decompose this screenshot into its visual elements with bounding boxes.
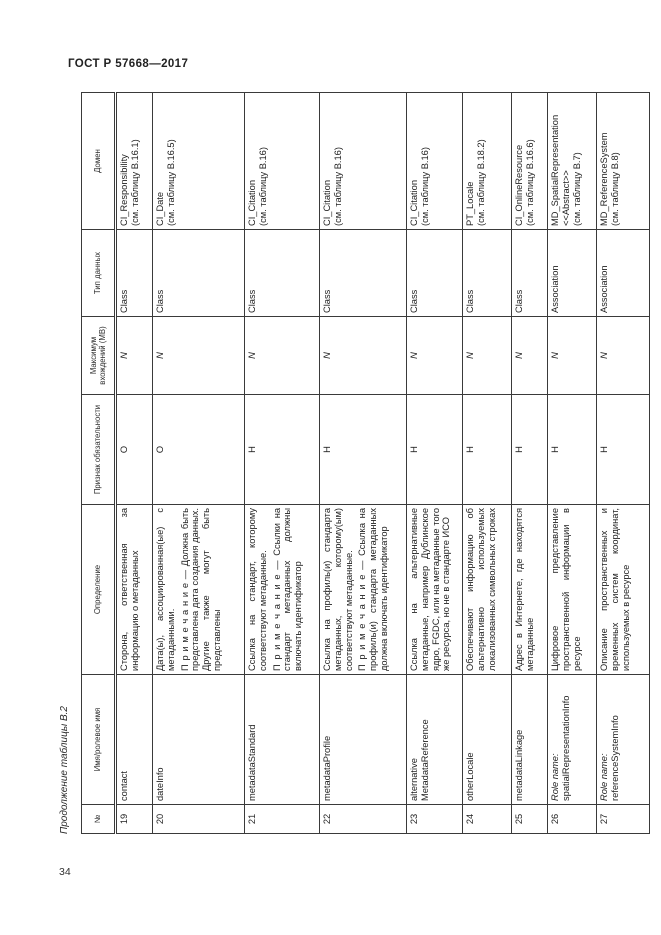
cell-obligation: Н: [245, 395, 320, 505]
cell-max-occurrence: N: [407, 317, 463, 395]
cell-obligation: О: [153, 395, 245, 505]
cell-max-occurrence: N: [512, 317, 548, 395]
table-row: [116, 93, 153, 834]
cell-domain: CI_Date (см. таблицу В.16.5): [153, 93, 245, 230]
cell-data-type: Class: [245, 230, 320, 317]
table-row: [153, 93, 245, 834]
cell-domain: MD_ReferenceSystem (см. таблицу В.8): [597, 93, 650, 230]
cell-data-type: Class: [116, 230, 153, 317]
cell-name: metadataProfile: [320, 675, 407, 805]
cell-domain: CI_OnlineResource (см. таблицу В.16.6): [512, 93, 548, 230]
cell-definition: Адрес в Интернете, где находятся метаданные: [512, 505, 548, 675]
cell-name: alternative MetadataReference: [407, 675, 463, 805]
cell-data-type: Class: [407, 230, 463, 317]
col-header-data-type: Тип данных: [82, 230, 116, 317]
cell-name: otherLocale: [463, 675, 512, 805]
cell-domain: CI_Citation (см. таблицу В.16): [245, 93, 320, 230]
cell-max-occurrence: N: [548, 317, 597, 395]
cell-name: Role name: spatialRepresentationInfo: [548, 675, 597, 805]
cell-obligation: Н: [407, 395, 463, 505]
cell-max-occurrence: N: [153, 317, 245, 395]
cell-row-number: 24: [463, 805, 512, 834]
cell-max-occurrence: N: [116, 317, 153, 395]
metadata-table: [81, 92, 650, 834]
page-number: 34: [59, 866, 71, 878]
cell-row-number: 21: [245, 805, 320, 834]
cell-data-type: Class: [463, 230, 512, 317]
cell-row-number: 27: [597, 805, 650, 834]
cell-definition: Сторона, ответственная за информацию о метаданных: [116, 505, 153, 675]
cell-data-type: Association: [597, 230, 650, 317]
cell-data-type: Class: [153, 230, 245, 317]
cell-max-occurrence: N: [597, 317, 650, 395]
cell-definition: Описание пространственных и временных систем координат, используемых в ресурсе: [597, 505, 650, 675]
cell-data-type: Class: [512, 230, 548, 317]
cell-name: metadataStandard: [245, 675, 320, 805]
cell-row-number: 20: [153, 805, 245, 834]
cell-definition: Ссылка на стандарт, которому соответствуют метаданные. П р и м е ч а н и е — Ссылки на стандарт метаданных должны включать идентификатор: [245, 505, 320, 675]
rotated-table-container: [59, 93, 650, 834]
cell-data-type: Association: [548, 230, 597, 317]
table-row: [512, 93, 548, 834]
cell-data-type: Class: [320, 230, 407, 317]
cell-definition: Ссылка на профиль(и) стандарта метаданных, которому(ым) соответствуют метаданные. П р и м е ч а н и е — Ссылка на профиль(и) стандарта метаданных должна включать идентификатор: [320, 505, 407, 675]
col-header-name: Имя/ролевое имя: [82, 675, 116, 805]
col-header-obligation: Признак обязательности: [82, 395, 116, 505]
cell-obligation: Н: [597, 395, 650, 505]
table-row: [320, 93, 407, 834]
cell-row-number: 23: [407, 805, 463, 834]
cell-domain: CI_Citation (см. таблицу В.16): [407, 93, 463, 230]
col-header-domain: Домен: [82, 93, 116, 230]
cell-name: dateInfo: [153, 675, 245, 805]
cell-row-number: 25: [512, 805, 548, 834]
cell-domain: PT_Locale (см. таблицу В.18.2): [463, 93, 512, 230]
table-body: [116, 93, 650, 834]
cell-obligation: Н: [548, 395, 597, 505]
table-row: [463, 93, 512, 834]
cell-name: Role name: referenceSystemInfo: [597, 675, 650, 805]
col-header-definition: Определение: [82, 505, 116, 675]
table-row: [245, 93, 320, 834]
cell-max-occurrence: N: [463, 317, 512, 395]
cell-row-number: 22: [320, 805, 407, 834]
cell-definition: Ссылка на альтернативные метаданные, например Дублинское ядро, FGDC, или на метаданные того же ресурса, но не в стандарте ИСО: [407, 505, 463, 675]
cell-name: contact: [116, 675, 153, 805]
cell-obligation: Н: [320, 395, 407, 505]
cell-row-number: 19: [116, 805, 153, 834]
cell-definition: Цифровое представление пространственной информации в ресурсе: [548, 505, 597, 675]
table-row: [597, 93, 650, 834]
cell-definition: Дата(ы), ассоциированная(ые) с метаданными. П р и м е ч а н и е — Должна быть представлена дата создания данных. Другие также могут быть представлены: [153, 505, 245, 675]
col-header-number: №: [82, 805, 116, 834]
cell-obligation: О: [116, 395, 153, 505]
cell-obligation: Н: [463, 395, 512, 505]
cell-domain: CI_Responsibility (см. таблицу В.16.1): [116, 93, 153, 230]
cell-domain: MD_SpatialRepresentation <<Abstract>> (см. таблицу В.7): [548, 93, 597, 230]
cell-row-number: 26: [548, 805, 597, 834]
table-caption: Продолжение таблицы В.2: [59, 706, 70, 834]
table-row: [407, 93, 463, 834]
table-row: [548, 93, 597, 834]
cell-domain: CI_Citation (см. таблицу В.16): [320, 93, 407, 230]
cell-max-occurrence: N: [245, 317, 320, 395]
cell-obligation: Н: [512, 395, 548, 505]
cell-max-occurrence: N: [320, 317, 407, 395]
cell-name: metadataLinkage: [512, 675, 548, 805]
table-header-row: [82, 93, 116, 834]
doc-header: ГОСТ Р 57668—2017: [68, 58, 189, 70]
col-header-max-occurrence: Максимум вхождений (МВ): [82, 317, 116, 395]
cell-definition: Обеспечивают информацию об альтернативно используемых локализованных символьных строках: [463, 505, 512, 675]
